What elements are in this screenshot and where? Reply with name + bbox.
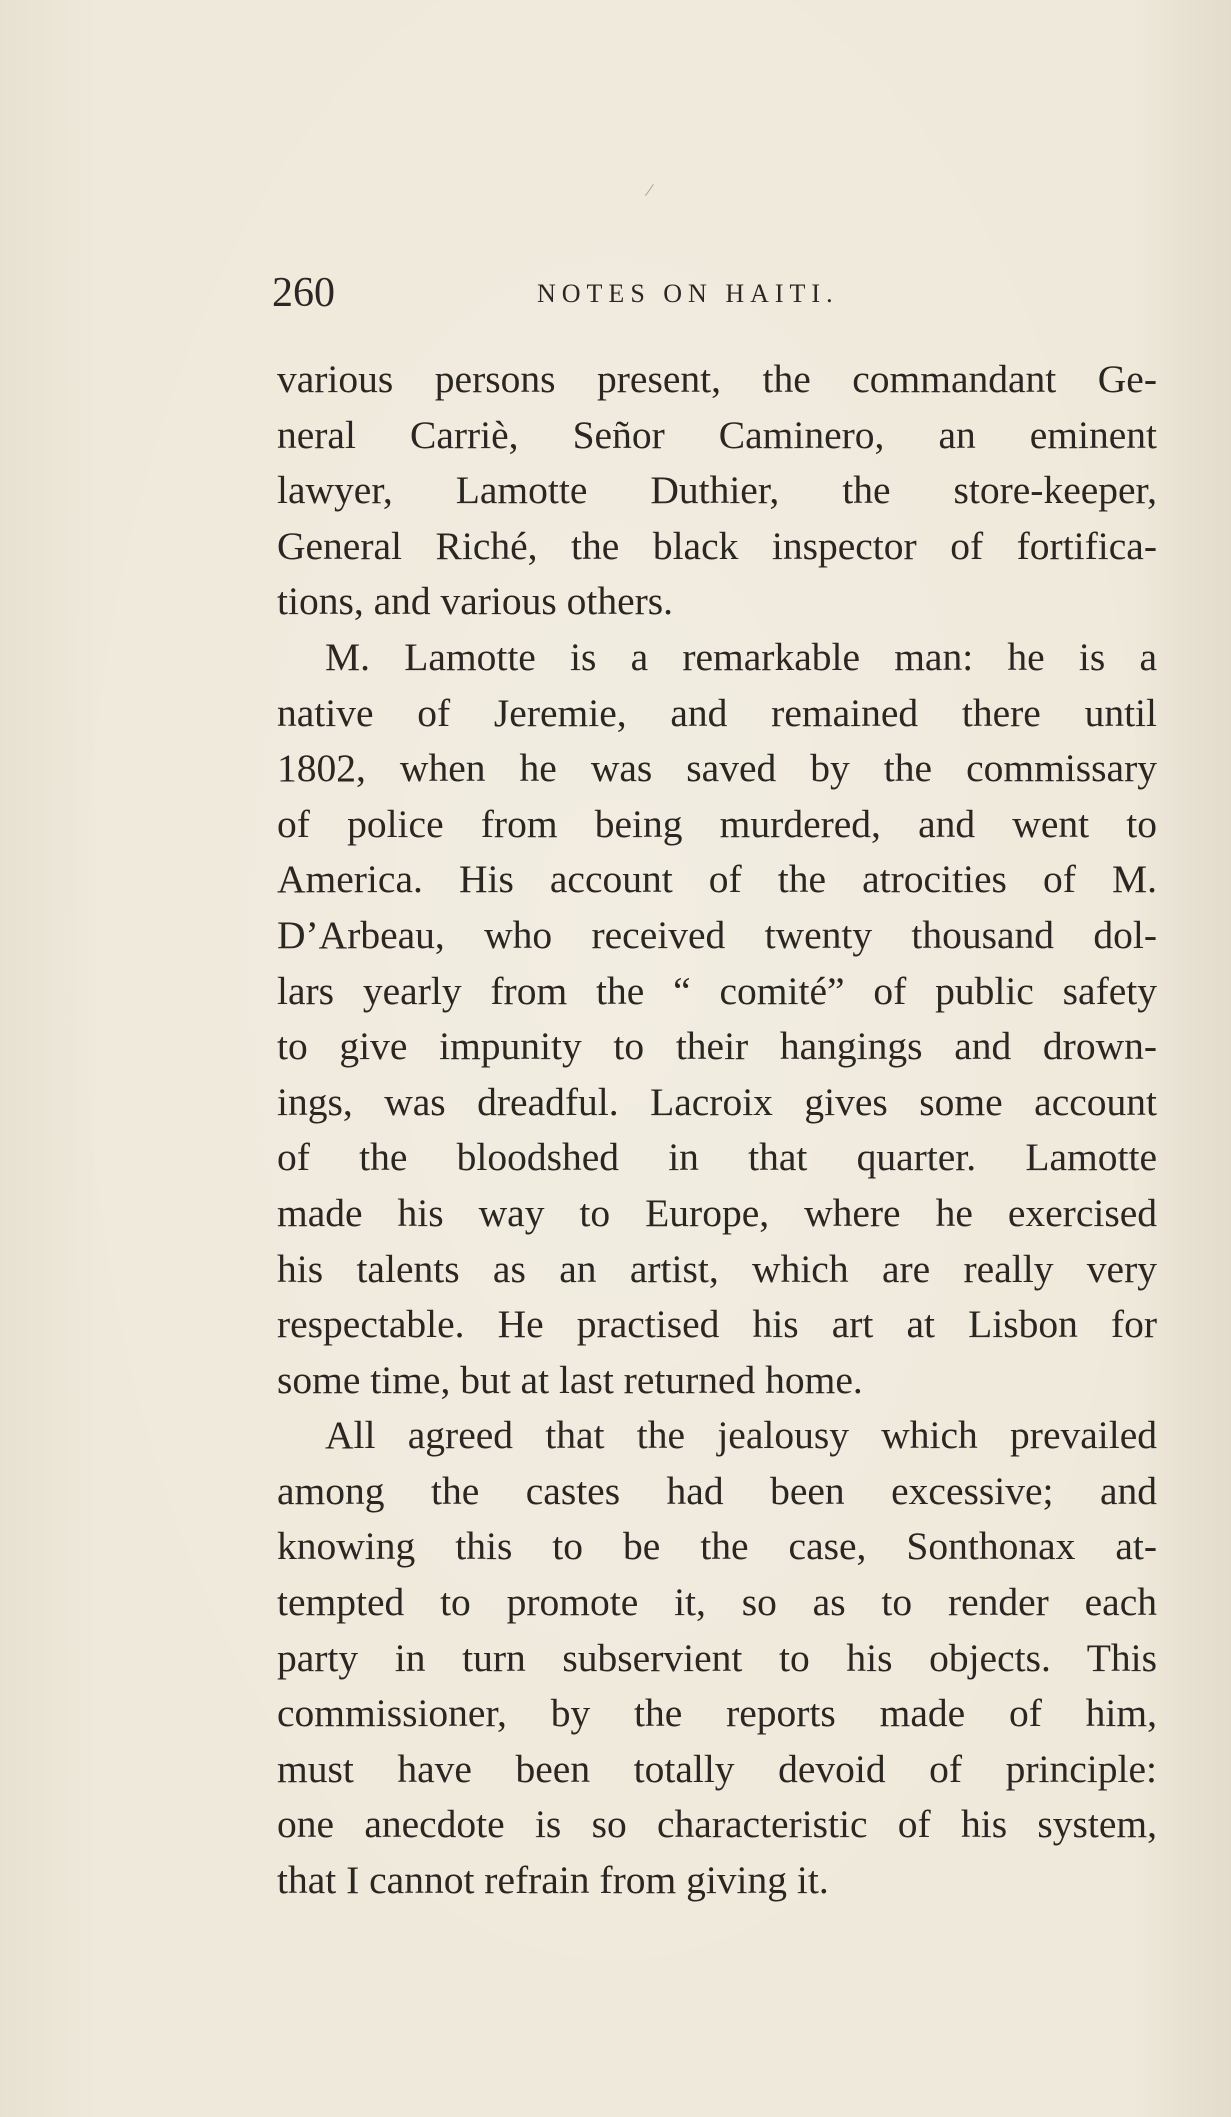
text-line: of the bloodshed in that quarter. Lamotte <box>277 1135 1157 1180</box>
text-line: of police from being murdered, and went to <box>277 801 1157 846</box>
text-line: made his way to Europe, where he exercised <box>277 1190 1157 1235</box>
text-line: All agreed that the jealousy which prevailed <box>325 1413 1157 1458</box>
text-line: lawyer, Lamotte Duthier, the store-keeper, <box>277 468 1157 513</box>
running-title: NOTES ON HAITI. <box>537 279 839 308</box>
text-line: neral Carriè, Señor Caminero, an eminent <box>277 412 1157 457</box>
text-line: party in turn subservient to his objects. This <box>277 1635 1157 1680</box>
text-line: America. His account of the atrocities of M. <box>277 857 1157 902</box>
text-line: among the castes had been excessive; and <box>277 1468 1157 1513</box>
text-line: that I cannot refrain from giving it. <box>277 1858 829 1903</box>
text-line: tempted to promote it, so as to render each <box>277 1580 1157 1625</box>
text-line: lars yearly from the “ comité” of public safety <box>277 968 1157 1013</box>
text-line: ings, was dreadful. Lacroix gives some account <box>277 1079 1157 1124</box>
text-line: commissioner, by the reports made of him, <box>277 1691 1157 1736</box>
pencil-mark <box>645 184 662 202</box>
text-line: one anecdote is so characteristic of his system, <box>277 1802 1157 1847</box>
text-line: tions, and various others. <box>277 579 674 624</box>
text-line: D’Arbeau, who received twenty thousand dol- <box>277 912 1157 957</box>
running-head <box>272 268 1172 318</box>
text-line: must have been totally devoid of principle: <box>277 1746 1157 1791</box>
text-line: General Riché, the black inspector of fortifica- <box>277 523 1157 568</box>
text-line: to give impunity to their hangings and drown- <box>277 1024 1157 1069</box>
text-line: 1802, when he was saved by the commissary <box>277 746 1157 791</box>
text-line: some time, but at last returned home. <box>277 1357 863 1402</box>
text-line: respectable. He practised his art at Lisbon for <box>277 1302 1157 1347</box>
page-number: 260 <box>272 270 335 316</box>
text-line: various persons present, the commandant Ge- <box>277 357 1157 401</box>
text-line: native of Jeremie, and remained there until <box>277 690 1157 735</box>
text-line: his talents as an artist, which are really very <box>277 1246 1157 1291</box>
body-text <box>277 352 1157 1909</box>
text-line: M. Lamotte is a remarkable man: he is a <box>325 634 1157 679</box>
text-line: knowing this to be the case, Sonthonax at- <box>277 1524 1157 1569</box>
